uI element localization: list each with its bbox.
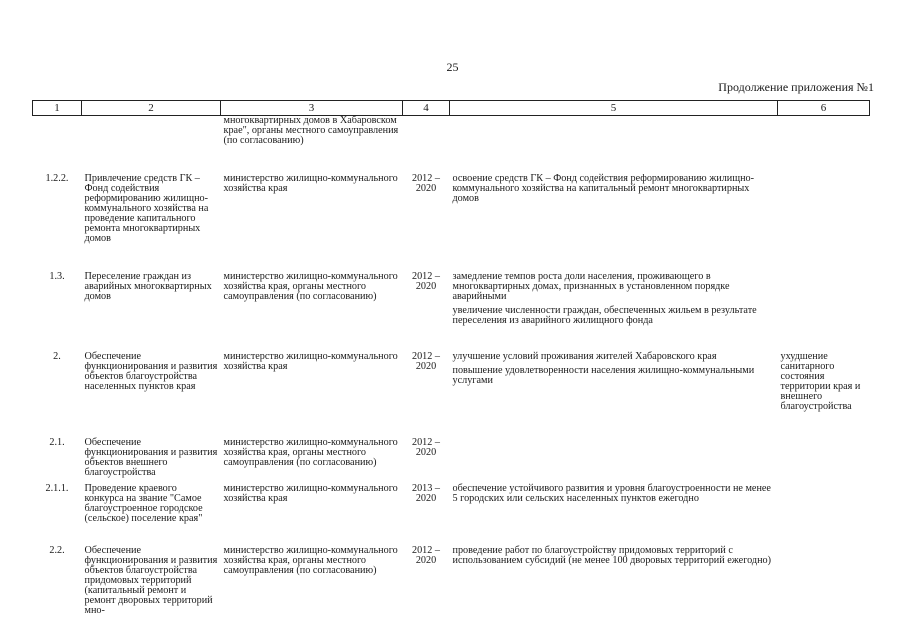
result-item: повышение удовлетворенности населения жилищно-коммунальными услугами bbox=[452, 364, 755, 386]
table-row bbox=[33, 352, 870, 438]
row-consequences bbox=[778, 484, 870, 546]
row-results bbox=[450, 352, 778, 438]
row-period: 2012 – 2020 bbox=[411, 544, 440, 566]
row-executor: министерство жилищно-коммунального хозяйства края bbox=[223, 172, 398, 194]
table-row bbox=[33, 438, 870, 484]
result-item: увеличение численности граждан, обеспеченных жильем в результате переселения из аварийного жилищного фонда bbox=[452, 304, 757, 326]
row-executor: министерство жилищно-коммунального хозяйства края, органы местного самоуправления (по согласованию) bbox=[223, 544, 398, 576]
row-period: 2012 – 2020 bbox=[411, 350, 440, 372]
program-table bbox=[32, 100, 870, 628]
row-name: Переселение граждан из аварийных многоквартирных домов bbox=[84, 270, 212, 302]
row-number: 1.2.2. bbox=[45, 172, 69, 184]
row-results bbox=[450, 438, 778, 484]
table-row bbox=[33, 116, 870, 174]
page-number: 25 bbox=[446, 60, 459, 74]
result-item: проведение работ по благоустройству придомовых территорий с использованием субсидий (не менее 100 дворовых территорий ежегодно) bbox=[452, 544, 772, 566]
row-name: Обеспечение функционирования и развития объектов внешнего благоустройства bbox=[84, 436, 218, 478]
header-col-3: 3 bbox=[221, 101, 403, 116]
table-row bbox=[33, 546, 870, 628]
header-col-5: 5 bbox=[450, 101, 778, 116]
row-number: 2. bbox=[53, 350, 61, 362]
row-consequences: ухудшение санитарного состояния территории края и внешнего благоустройства bbox=[780, 350, 861, 412]
row-results bbox=[450, 116, 778, 174]
row-name: Проведение краевого конкурса на звание "Самое благоустроенное городское (сельское) поселение края" bbox=[84, 482, 203, 524]
row-consequences bbox=[778, 116, 870, 174]
continuation-label: Продолжение приложения №1 bbox=[718, 80, 874, 94]
row-results bbox=[450, 484, 778, 546]
row-consequences bbox=[778, 174, 870, 272]
row-consequences bbox=[778, 438, 870, 484]
row-consequences bbox=[778, 546, 870, 628]
row-number bbox=[33, 116, 82, 174]
result-item: освоение средств ГК – Фонд содействия реформированию жилищно-коммунального хозяйства на капитальный ремонт многоквартирных домов bbox=[452, 172, 755, 204]
header-col-2: 2 bbox=[82, 101, 221, 116]
row-period: 2012 – 2020 bbox=[411, 172, 440, 194]
table-row bbox=[33, 272, 870, 352]
header-col-1: 1 bbox=[33, 101, 82, 116]
row-name: Привлечение средств ГК – Фонд содействия реформированию жилищно-коммунального хозяйства на проведение капитального ремонта многоквартирных домов bbox=[84, 172, 209, 244]
row-executor: министерство жилищно-коммунального хозяйства края, органы местного самоуправления (по согласованию) bbox=[223, 436, 398, 468]
row-number: 1.3. bbox=[49, 270, 65, 282]
row-results bbox=[450, 272, 778, 352]
row-results bbox=[450, 174, 778, 272]
row-executor: министерство жилищно-коммунального хозяйства края, органы местного самоуправления (по согласованию) bbox=[223, 270, 398, 302]
row-number: 2.2. bbox=[49, 544, 65, 556]
row-executor: министерство жилищно-коммунального хозяйства края bbox=[223, 350, 398, 372]
row-number: 2.1. bbox=[49, 436, 65, 448]
header-col-4: 4 bbox=[403, 101, 450, 116]
row-name: Обеспечение функционирования и развития объектов благоустройства придомовых территорий (капитальный ремонт и ремонт дворовых территорий мно- bbox=[84, 544, 218, 616]
row-executor: многоквартирных домов в Хабаровском крае", органы местного самоуправления (по согласованию) bbox=[223, 115, 399, 146]
row-period: 2012 – 2020 bbox=[411, 436, 440, 458]
row-consequences bbox=[778, 272, 870, 352]
result-item: замедление темпов роста доли населения, проживающего в многоквартирных домах, признанных в установленном порядке аварийными bbox=[452, 270, 730, 302]
table-row bbox=[33, 484, 870, 546]
row-executor: министерство жилищно-коммунального хозяйства края bbox=[223, 482, 398, 504]
table-row bbox=[33, 174, 870, 272]
row-results bbox=[450, 546, 778, 628]
row-number: 2.1.1. bbox=[45, 482, 69, 494]
row-name bbox=[82, 116, 221, 174]
result-item: улучшение условий проживания жителей Хабаровского края bbox=[452, 350, 717, 362]
table-header-row bbox=[33, 101, 870, 116]
row-period: 2012 – 2020 bbox=[411, 270, 440, 292]
row-period: 2013 – 2020 bbox=[411, 482, 440, 504]
result-item: обеспечение устойчивого развития и уровня благоустроенности не менее 5 городских или сельских населенных пунктов ежегодно bbox=[452, 482, 771, 504]
row-period bbox=[403, 116, 450, 174]
row-name: Обеспечение функционирования и развития объектов благоустройства населенных пунктов края bbox=[84, 350, 218, 392]
header-col-6: 6 bbox=[778, 101, 870, 116]
